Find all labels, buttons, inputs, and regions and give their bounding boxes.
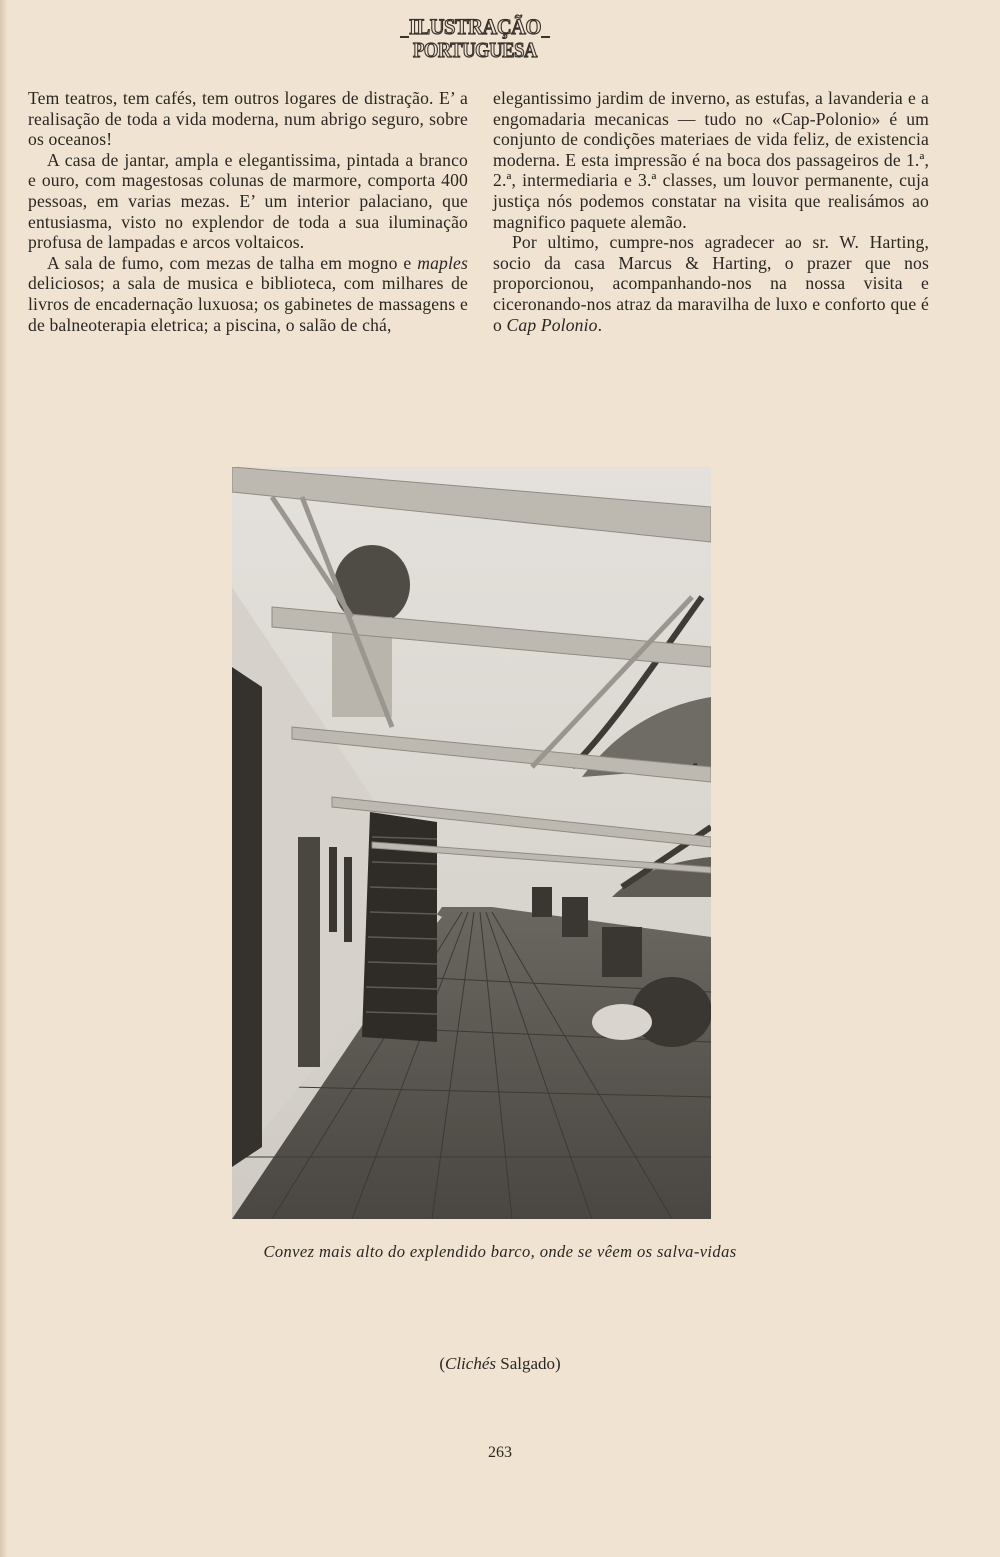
paragraph-distractions: Tem teatros, tem cafés, tem outros logares de distração. E’ a realisação de toda a vida moderna, num abrigo seguro, sobre os oceanos! [28, 88, 468, 150]
left-text-column [28, 88, 468, 335]
photo-caption: Convez mais alto do explendido barco, onde se vêem os salva-vidas [263, 1242, 737, 1261]
masthead-line2: PORTUGUESA [413, 38, 539, 62]
page-edge-shadow [0, 0, 8, 1557]
photo-credit: (Clichés Salgado) [439, 1354, 561, 1373]
masthead-logo [392, 10, 558, 64]
page-number: 263 [488, 1444, 512, 1461]
paragraph-acknowledgement: Por ultimo, cumpre-nos agradecer ao sr. W. Harting, socio da casa Marcus & Harting, o prazer que nos proporcionou, acompanhando-nos na nossa visita e ciceronando-nos atraz da maravilha de luxo e conforto que é o Cap Polonio. [493, 232, 929, 335]
masthead-line1: ILUSTRAÇÃO [409, 14, 542, 39]
paragraph-winter-garden: elegantissimo jardim de inverno, as estufas, a lavanderia e a engomadaria mecanicas — tudo no «Cap-Polonio» é um conjunto de condições materiaes de vida feliz, de existencia moderna. E esta impressão é na boca dos passageiros de 1.ª, 2.ª, intermediaria e 3.ª classes, um louvor permanente, cuja justiça nós podemos constatar na visita que realisámos ao magnifico paquete alemão. [493, 88, 929, 232]
paragraph-smoking-room: A sala de fumo, com mezas de talha em mogno e maples deliciosos; a sala de musica e biblioteca, com milhares de livros de encadernação luxuosa; os gabinetes de massagens e de balneoterapia eletrica; a piscina, o salão de chá, [28, 252, 468, 335]
right-text-column [493, 88, 929, 335]
paragraph-dining-room: A casa de jantar, ampla e elegantissima, pintada a branco e ouro, com magestosas colunas de marmore, comporta 400 pessoas, em varias mezas. E’ um interior palaciano, que entusiasma, visto no explendor de toda a sua iluminação profusa de lampadas e arcos voltaicos. [28, 149, 468, 253]
ship-deck-photo [232, 467, 711, 1219]
